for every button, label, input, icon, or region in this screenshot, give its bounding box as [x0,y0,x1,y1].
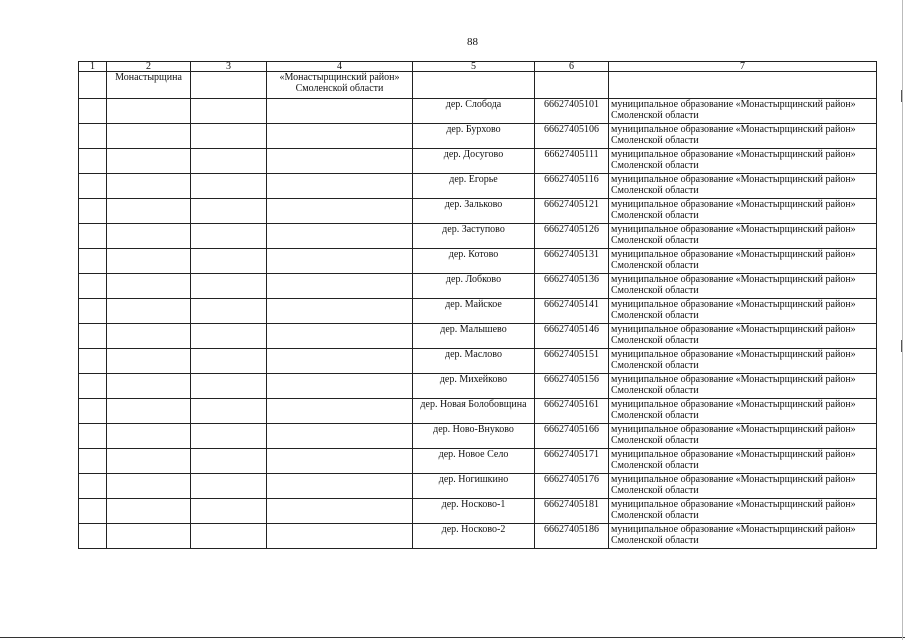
cell-empty [107,474,191,499]
oktmo-code-cell: 66627405186 [535,524,609,549]
cell-empty [79,499,107,524]
table-row [79,449,877,474]
cell-empty [79,474,107,499]
cell-empty [107,399,191,424]
cell-empty [267,374,413,399]
cell-empty [107,99,191,124]
table-row [79,499,877,524]
table-row [79,174,877,199]
cell-empty [107,124,191,149]
cell-empty [191,224,267,249]
municipality-cell: муниципальное образование «Монастырщинский район» Смоленской области [609,399,877,424]
oktmo-code-cell: 66627405151 [535,349,609,374]
table-row [79,299,877,324]
cell-empty [267,224,413,249]
table-row [79,374,877,399]
municipality-cell: муниципальное образование «Монастырщинский район» Смоленской области [609,149,877,174]
cell-empty [79,72,107,99]
oktmo-code-cell: 66627405171 [535,449,609,474]
locality-cell [413,99,535,124]
column-number: 7 [609,62,877,72]
cell-empty [107,524,191,549]
table-row [79,324,877,349]
cell-empty [107,499,191,524]
cell-empty [107,149,191,174]
cell-empty [79,324,107,349]
locality-cell [413,449,535,474]
cell-empty [267,449,413,474]
oktmo-code-cell: 66627405101 [535,99,609,124]
cell-empty [107,249,191,274]
cell-empty [191,399,267,424]
oktmo-code-cell: 66627405116 [535,174,609,199]
locality-name: дер. Лобково [445,274,502,285]
table-row [79,524,877,549]
cell-empty [107,274,191,299]
locality-cell [413,224,535,249]
settlement-row [79,72,877,99]
oktmo-code-cell: 66627405131 [535,249,609,274]
locality-name: дер. Новая Болобовщина [420,399,527,410]
cell-empty [79,124,107,149]
cell-empty [107,349,191,374]
cell-empty [79,424,107,449]
oktmo-code-cell: 66627405181 [535,499,609,524]
municipality-cell: муниципальное образование «Монастырщинский район» Смоленской области [609,199,877,224]
cell-empty [191,324,267,349]
locality-name: дер. Егорье [449,174,498,185]
table-row [79,349,877,374]
locality-cell [413,424,535,449]
municipality-cell: муниципальное образование «Монастырщинский район» Смоленской области [609,249,877,274]
municipality-cell: муниципальное образование «Монастырщинский район» Смоленской области [609,474,877,499]
locality-cell [413,199,535,224]
locality-cell [413,299,535,324]
locality-name: дер. Носково-1 [441,499,506,510]
cell-empty [267,349,413,374]
locality-name: дер. Михейково [439,374,508,385]
cell-empty [79,299,107,324]
settlement-name-cell: Монастырщина [107,72,191,99]
table-row [79,249,877,274]
cell-empty [267,124,413,149]
cell-empty [79,524,107,549]
oktmo-code-cell: 66627405146 [535,324,609,349]
cell-empty [191,449,267,474]
municipality-cell: муниципальное образование «Монастырщинский район» Смоленской области [609,424,877,449]
cell-empty [79,149,107,174]
table-row [79,124,877,149]
locality-name: дер. Котово [448,249,499,260]
oktmo-code-cell: 66627405161 [535,399,609,424]
locality-name: дер. Носково-2 [441,524,506,535]
cell-empty [107,299,191,324]
locality-name: дер. Ногишкино [438,474,509,485]
locality-cell [413,374,535,399]
cell-empty [107,174,191,199]
table-row [79,399,877,424]
cell-empty [191,149,267,174]
municipality-cell: муниципальное образование «Монастырщинский район» Смоленской области [609,324,877,349]
cell-empty [191,424,267,449]
municipality-cell: муниципальное образование «Монастырщинский район» Смоленской области [609,299,877,324]
column-number: 2 [107,62,191,72]
cell-empty [191,124,267,149]
column-number: 6 [535,62,609,72]
cell-empty [267,149,413,174]
locality-name: дер. Новое Село [438,449,509,460]
oktmo-code-cell: 66627405126 [535,224,609,249]
cell-empty [267,399,413,424]
cell-empty [267,274,413,299]
cell-empty [609,72,877,99]
column-number: 5 [413,62,535,72]
cell-empty [79,274,107,299]
cell-empty [191,474,267,499]
table-row [79,274,877,299]
locality-name: дер. Заступово [442,224,505,235]
cell-empty [79,349,107,374]
cell-empty [413,72,535,99]
cell-empty [267,324,413,349]
locality-name: дер. Слобода [445,99,502,110]
cell-empty [267,424,413,449]
municipality-cell: муниципальное образование «Монастырщинский район» Смоленской области [609,99,877,124]
cell-empty [79,199,107,224]
municipality-cell: муниципальное образование «Монастырщинский район» Смоленской области [609,374,877,399]
locality-name: дер. Бурхово [446,124,501,135]
cell-empty [267,499,413,524]
cell-empty [267,174,413,199]
cell-empty [107,374,191,399]
cell-empty [191,99,267,124]
district-name-cell: «Монастырщинский район» Смоленской области [267,72,413,99]
municipality-cell: муниципальное образование «Монастырщинский район» Смоленской области [609,224,877,249]
cell-empty [191,274,267,299]
cell-empty [191,499,267,524]
oktmo-code-cell: 66627405111 [535,149,609,174]
cell-empty [267,249,413,274]
cell-empty [191,72,267,99]
cell-empty [79,224,107,249]
locality-cell [413,274,535,299]
cell-empty [267,299,413,324]
cell-empty [191,374,267,399]
oktmo-code-cell: 66627405176 [535,474,609,499]
cell-empty [79,399,107,424]
oktmo-code-cell: 66627405141 [535,299,609,324]
cell-empty [79,99,107,124]
cell-empty [107,449,191,474]
table-row [79,99,877,124]
cell-empty [79,374,107,399]
cell-empty [107,199,191,224]
column-number: 3 [191,62,267,72]
locality-cell [413,474,535,499]
locality-cell [413,324,535,349]
locality-cell [413,249,535,274]
cell-empty [267,99,413,124]
locality-cell [413,524,535,549]
scan-mark [901,90,902,102]
cell-empty [79,174,107,199]
locality-name: дер. Майское [445,299,502,310]
oktmo-code-cell: 66627405106 [535,124,609,149]
cell-empty [79,249,107,274]
cell-empty [267,199,413,224]
locality-cell [413,124,535,149]
localities-table [78,61,877,549]
municipality-cell: муниципальное образование «Монастырщинский район» Смоленской области [609,449,877,474]
municipality-cell: муниципальное образование «Монастырщинский район» Смоленской области [609,274,877,299]
table-row [79,199,877,224]
locality-name: дер. Малышево [440,324,507,335]
table-row [79,474,877,499]
municipality-cell: муниципальное образование «Монастырщинский район» Смоленской области [609,124,877,149]
cell-empty [191,174,267,199]
locality-cell [413,399,535,424]
municipality-cell: муниципальное образование «Монастырщинский район» Смоленской области [609,174,877,199]
locality-cell [413,174,535,199]
cell-empty [267,474,413,499]
cell-empty [191,349,267,374]
column-number: 4 [267,62,413,72]
cell-empty [107,424,191,449]
locality-name: дер. Маслово [445,349,502,360]
cell-empty [535,72,609,99]
column-number-row [79,62,877,72]
municipality-cell: муниципальное образование «Монастырщинский район» Смоленской области [609,349,877,374]
oktmo-code-cell: 66627405156 [535,374,609,399]
locality-name: дер. Досугово [443,149,504,160]
table-body [79,62,877,549]
locality-cell [413,149,535,174]
locality-name: дер. Зальково [444,199,503,210]
cell-empty [191,249,267,274]
locality-name: дер. Ново-Внуково [433,424,514,435]
cell-empty [267,524,413,549]
table-row [79,424,877,449]
page-right-edge [902,0,903,640]
cell-empty [79,449,107,474]
locality-cell [413,349,535,374]
cell-empty [191,199,267,224]
oktmo-code-cell: 66627405136 [535,274,609,299]
oktmo-code-cell: 66627405121 [535,199,609,224]
scan-mark [901,340,902,352]
cell-empty [107,224,191,249]
cell-empty [191,299,267,324]
oktmo-code-cell: 66627405166 [535,424,609,449]
cell-empty [191,524,267,549]
table-row [79,149,877,174]
municipality-cell: муниципальное образование «Монастырщинский район» Смоленской области [609,524,877,549]
page-number: 88 [467,36,478,48]
municipality-cell: муниципальное образование «Монастырщинский район» Смоленской области [609,499,877,524]
cell-empty [107,324,191,349]
locality-cell [413,499,535,524]
column-number: 1 [79,62,107,72]
table-row [79,224,877,249]
page-bottom-edge [0,637,905,638]
